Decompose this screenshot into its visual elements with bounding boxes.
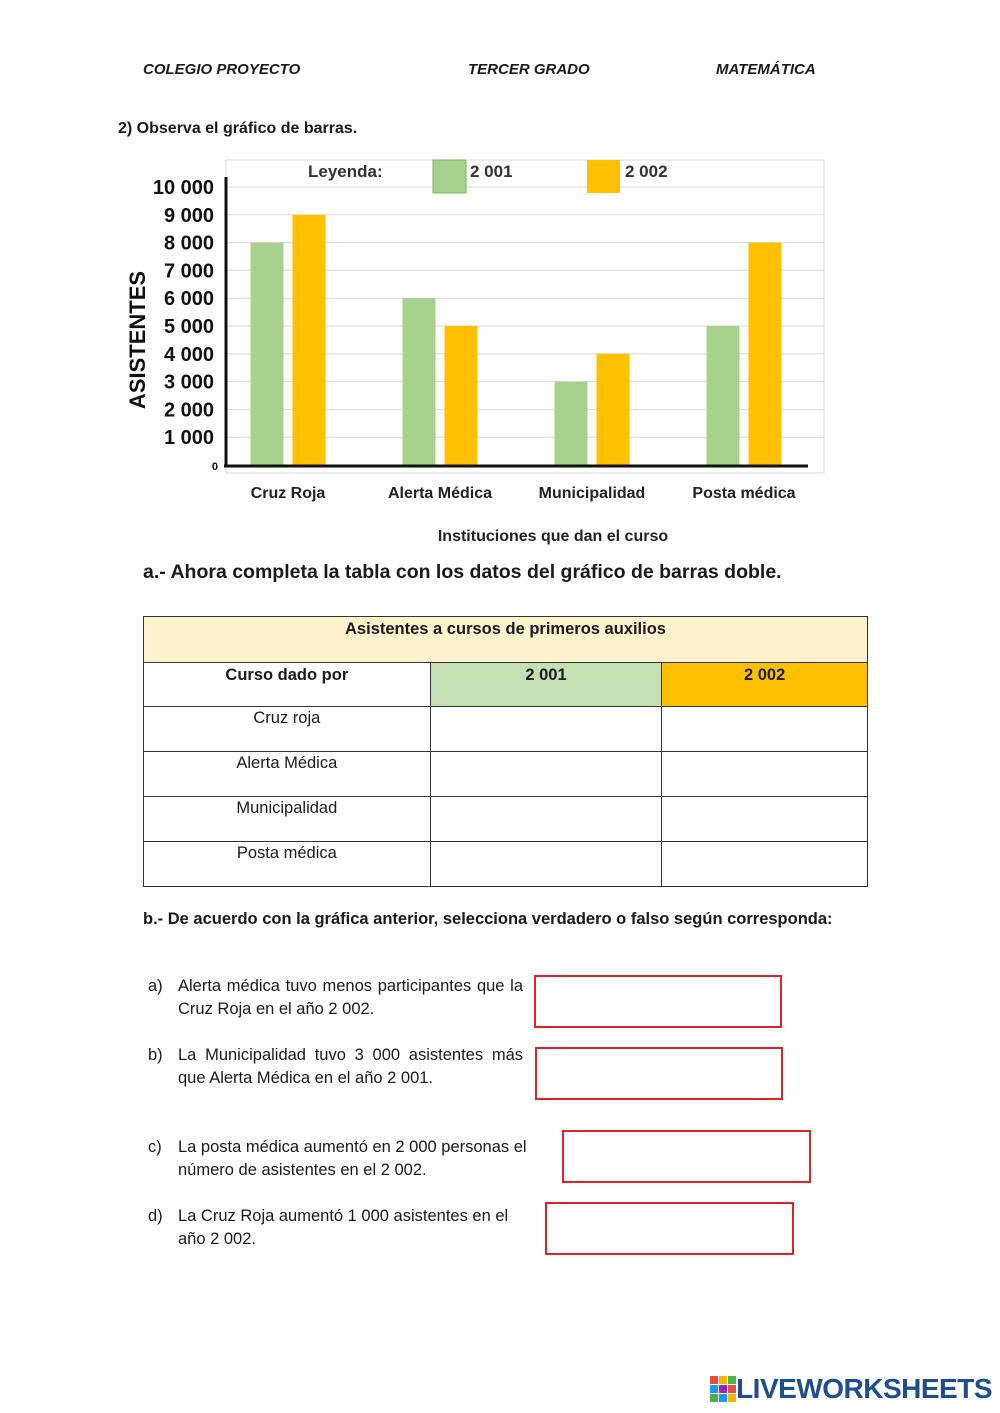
bar-2001 (555, 382, 588, 465)
input-cell-2001[interactable] (430, 752, 662, 797)
bar-2001 (403, 298, 436, 465)
statement-text: La posta médica aumentó en 2 000 personas el número de asistentes en el 2 002. (178, 1138, 527, 1179)
statement-text: La Cruz Roja aumentó 1 000 asistentes en el año 2 002. (178, 1207, 509, 1248)
input-cell-2001[interactable] (430, 707, 662, 752)
y-zero-label: 0 (211, 461, 218, 473)
answer-box-a[interactable] (534, 975, 782, 1028)
row-label: Municipalidad (144, 797, 431, 842)
bar-2001 (251, 243, 284, 465)
attendance-table (143, 616, 868, 887)
table-row (144, 707, 868, 752)
table-row (144, 752, 868, 797)
x-tick-label: Alerta Médica (387, 485, 493, 502)
input-cell-2002[interactable] (662, 707, 868, 752)
input-cell-2001[interactable] (430, 842, 662, 887)
x-tick-label: Posta médica (692, 485, 796, 502)
input-cell-2002[interactable] (662, 797, 868, 842)
row-label: Posta médica (144, 842, 431, 887)
y-tick-label: 2 000 (163, 399, 214, 422)
legend-label-2002: 2 002 (625, 162, 668, 181)
school-name: COLEGIO PROYECTO (143, 61, 301, 78)
instruction-a: a.- Ahora completa la tabla con los datos del gráfico de barras doble. (143, 561, 782, 583)
y-tick-label: 7 000 (163, 260, 214, 283)
statement-text: Alerta médica tuvo menos participantes que la Cruz Roja en el año 2 002. (178, 977, 523, 1018)
bar-2001 (707, 326, 740, 465)
logo-icon (710, 1376, 736, 1402)
answer-box-b[interactable] (535, 1047, 783, 1100)
legend-title: Leyenda: (308, 162, 383, 181)
statement-b (148, 1044, 528, 1092)
input-cell-2002[interactable] (662, 842, 868, 887)
subject-label: MATEMÁTICA (716, 61, 816, 78)
legend-swatch-2002 (587, 160, 620, 193)
y-tick-label: 3 000 (163, 371, 214, 394)
liveworksheets-logo (710, 1373, 992, 1405)
legend-label-2001: 2 001 (470, 162, 513, 181)
answer-box-d[interactable] (545, 1202, 794, 1255)
y-tick-label: 4 000 (163, 343, 214, 366)
input-cell-2002[interactable] (662, 752, 868, 797)
statement-d (148, 1205, 543, 1253)
table-row (144, 842, 868, 887)
statement-text: La Municipalidad tuvo 3 000 asistentes más que Alerta Médica en el año 2 001. (178, 1046, 523, 1087)
bar-2002 (445, 326, 478, 465)
y-tick-label: 5 000 (163, 316, 214, 338)
header-2001: 2 001 (430, 663, 662, 707)
x-axis-label: Instituciones que dan el curso (437, 528, 669, 545)
y-tick-label: 10 000 (152, 177, 214, 199)
logo-text: LIVEWORKSHEETS (736, 1373, 992, 1404)
header-course: Curso dado por (144, 663, 431, 707)
y-tick-label: 8 000 (163, 232, 214, 255)
statement-letter: a) (148, 977, 163, 995)
bar-2002 (597, 354, 630, 465)
y-tick-label: 1 000 (163, 427, 214, 450)
statement-letter: d) (148, 1207, 163, 1225)
bar-2002 (293, 215, 326, 465)
statement-letter: b) (148, 1046, 163, 1064)
statement-letter: c) (148, 1138, 162, 1156)
y-tick-label: 9 000 (163, 204, 214, 227)
row-label: Cruz roja (144, 707, 431, 752)
x-tick-label: Municipalidad (538, 485, 646, 502)
statement-c (148, 1136, 558, 1184)
header-2002: 2 002 (662, 663, 868, 707)
instruction-b: b.- De acuerdo con la gráfica anterior, selecciona verdadero o falso según corresponda: (143, 910, 833, 928)
grade-label: TERCER GRADO (468, 61, 590, 78)
y-tick-label: 6 000 (163, 288, 214, 311)
legend-swatch-2001 (433, 160, 466, 193)
row-label: Alerta Médica (144, 752, 431, 797)
statement-a (148, 975, 528, 1023)
answer-box-c[interactable] (562, 1130, 811, 1183)
question-title: 2) Observa el gráfico de barras. (118, 120, 358, 137)
y-axis-label: ASISTENTES (125, 270, 150, 410)
table-caption: Asistentes a cursos de primeros auxilios (144, 617, 868, 663)
bar-chart (118, 155, 838, 550)
bar-2002 (749, 243, 782, 465)
x-tick-label: Cruz Roja (250, 485, 326, 502)
table-row (144, 797, 868, 842)
input-cell-2001[interactable] (430, 797, 662, 842)
